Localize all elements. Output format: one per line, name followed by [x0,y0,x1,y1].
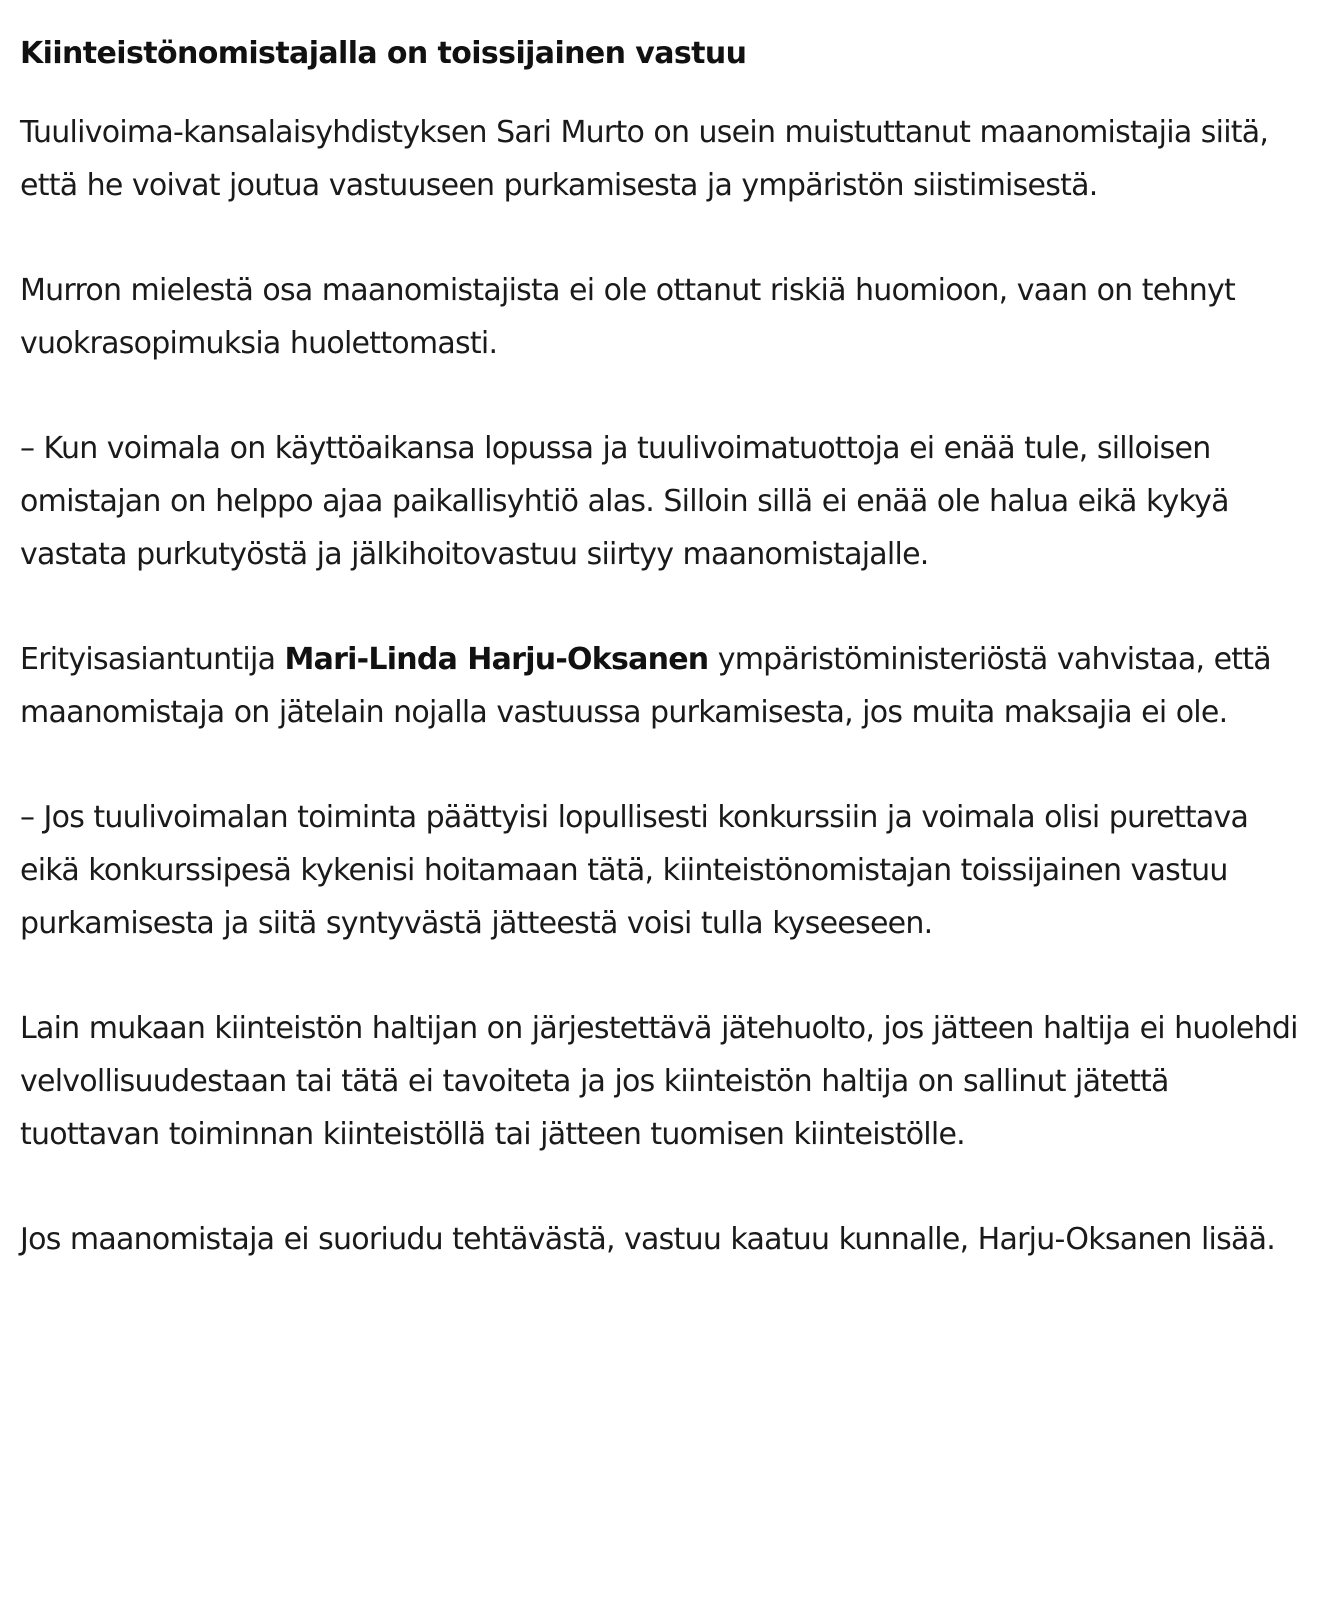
paragraph-4 [20,633,1300,739]
paragraph-6: Lain mukaan kiinteistön haltijan on järjestettävä jätehuolto, jos jätteen haltija ei huolehdi velvollisuudestaan tai tätä ei tavoiteta ja jos kiinteistön haltija on sallinut jätettä tuottavan toiminnan kiinteistöllä tai jätteen tuomisen kiinteistölle. [20,1011,1298,1152]
expert-name: Mari-Linda Harju-Oksanen [284,642,709,677]
section-heading: Kiinteistönomistajalla on toissijainen vastuu [20,36,747,71]
paragraph-5-quote: – Jos tuulivoimalan toiminta päättyisi lopullisesti konkurssiin ja voimala olisi purettava eikä konkurssipesä kykenisi hoitamaan tätä, kiinteistönomistajan toissijainen vastuu purkamisesta ja siitä syntyvästä jätteestä voisi tulla kyseeseen. [20,800,1249,941]
paragraph-7: Jos maanomistaja ei suoriudu tehtävästä, vastuu kaatuu kunnalle, Harju-Oksanen lisää. [20,1222,1276,1257]
paragraph-3-quote: – Kun voimala on käyttöaikansa lopussa ja tuulivoimatuottoja ei enää tule, silloisen omistajan on helppo ajaa paikallisyhtiö alas. Silloin sillä ei enää ole halua eikä kykyä vastata purkutyöstä ja jälkihoitovastuu siirtyy maanomistajalle. [20,431,1229,572]
paragraph-4-lead: Erityisasiantuntija [20,642,285,677]
paragraph-4-rest: ympäristöministeriöstä vahvistaa, että maanomistaja on jätelain nojalla vastuussa purkamisesta, jos muita maksajia ei ole. [20,642,1271,730]
paragraph-1: Tuulivoima-kansalaisyhdistyksen Sari Murto on usein muistuttanut maanomistajia siitä, että he voivat joutua vastuuseen purkamisesta ja ympäristön siistimisestä. [20,115,1269,203]
paragraph-2: Murron mielestä osa maanomistajista ei ole ottanut riskiä huomioon, vaan on tehnyt vuokrasopimuksia huolettomasti. [20,273,1235,361]
